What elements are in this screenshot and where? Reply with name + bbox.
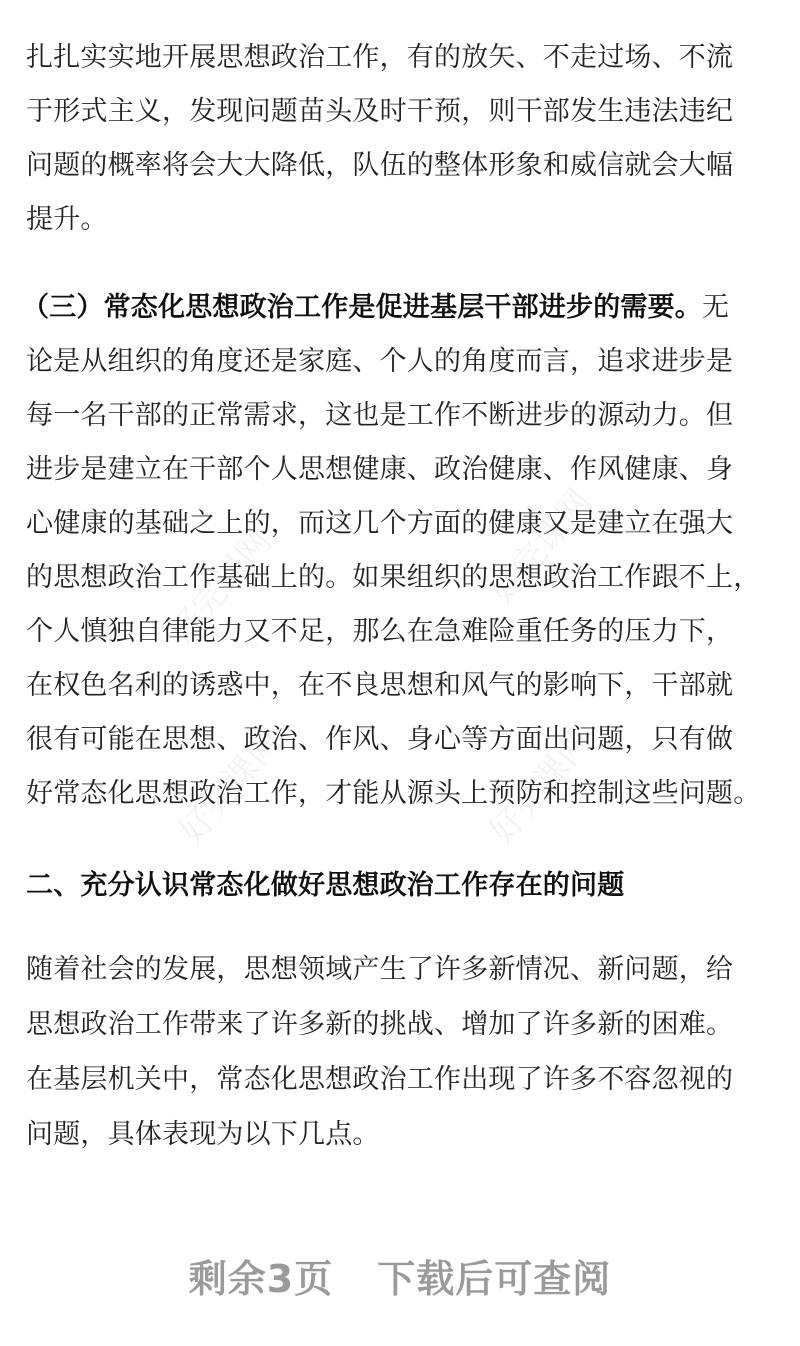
text-line: 很有可能在思想、政治、作风、身心等方面出问题，只有做 [26,724,734,755]
text-line: 问题，具体表现为以下几点。 [26,1119,380,1150]
text-line: 个人慎独自律能力又不足，那么在急难险重任务的压力下， [26,616,734,647]
text-line: 论是从组织的角度还是家庭、个人的角度而言，追求进步是 [26,346,734,377]
text-line: 随着社会的发展，思想领域产生了许多新情况、新问题，给 [26,954,734,985]
text-line: 进步是建立在干部个人思想健康、政治健康、作风健康、身 [26,454,734,485]
download-prompt[interactable] [0,1248,800,1303]
text-line: 思想政治工作带来了许多新的挑战、增加了许多新的困难。 [26,1009,734,1040]
watermark-text: 好完课网 [481,721,600,852]
text-line: 心健康的基础之上的，而这几个方面的健康又是建立在强大 [26,508,734,539]
subsection-heading: （三）常态化思想政治工作是促进基层干部进步的需要。 [22,292,702,323]
text-line: 于形式主义，发现问题苗头及时干预，则干部发生违法违纪 [26,96,734,127]
text-line: 问题的概率将会大大降低，队伍的整体形象和威信就会大幅 [26,150,734,181]
text-fragment: 无 [702,292,730,323]
text-line: 每一名干部的正常需求，这也是工作不断进步的源动力。但 [26,400,734,431]
remaining-pages-label: 剩余3页 [188,1257,334,1301]
text-line: 的思想政治工作基础上的。如果组织的思想政治工作跟不上， [26,562,761,593]
text-line: 提升。 [26,204,108,235]
watermark-text: 好完课网 [161,521,280,652]
text-line: 扎扎实实地开展思想政治工作，有的放矢、不走过场、不流 [26,42,734,73]
section-heading: 二、充分认识常态化做好思想政治工作存在的问题 [26,870,625,901]
text-line: 好常态化思想政治工作，才能从源头上预防和控制这些问题。 [26,778,761,809]
text-line: 在基层机关中，常态化思想政治工作出现了许多不容忽视的 [26,1064,734,1095]
text-line: 在权色名利的诱惑中，在不良思想和风气的影响下，干部就 [26,670,734,701]
watermark-text: 好完课网 [171,721,290,852]
download-to-view-label[interactable]: 下载后可查阅 [377,1257,612,1301]
watermark-text: 好完课网 [481,481,600,612]
text-line [22,291,729,325]
